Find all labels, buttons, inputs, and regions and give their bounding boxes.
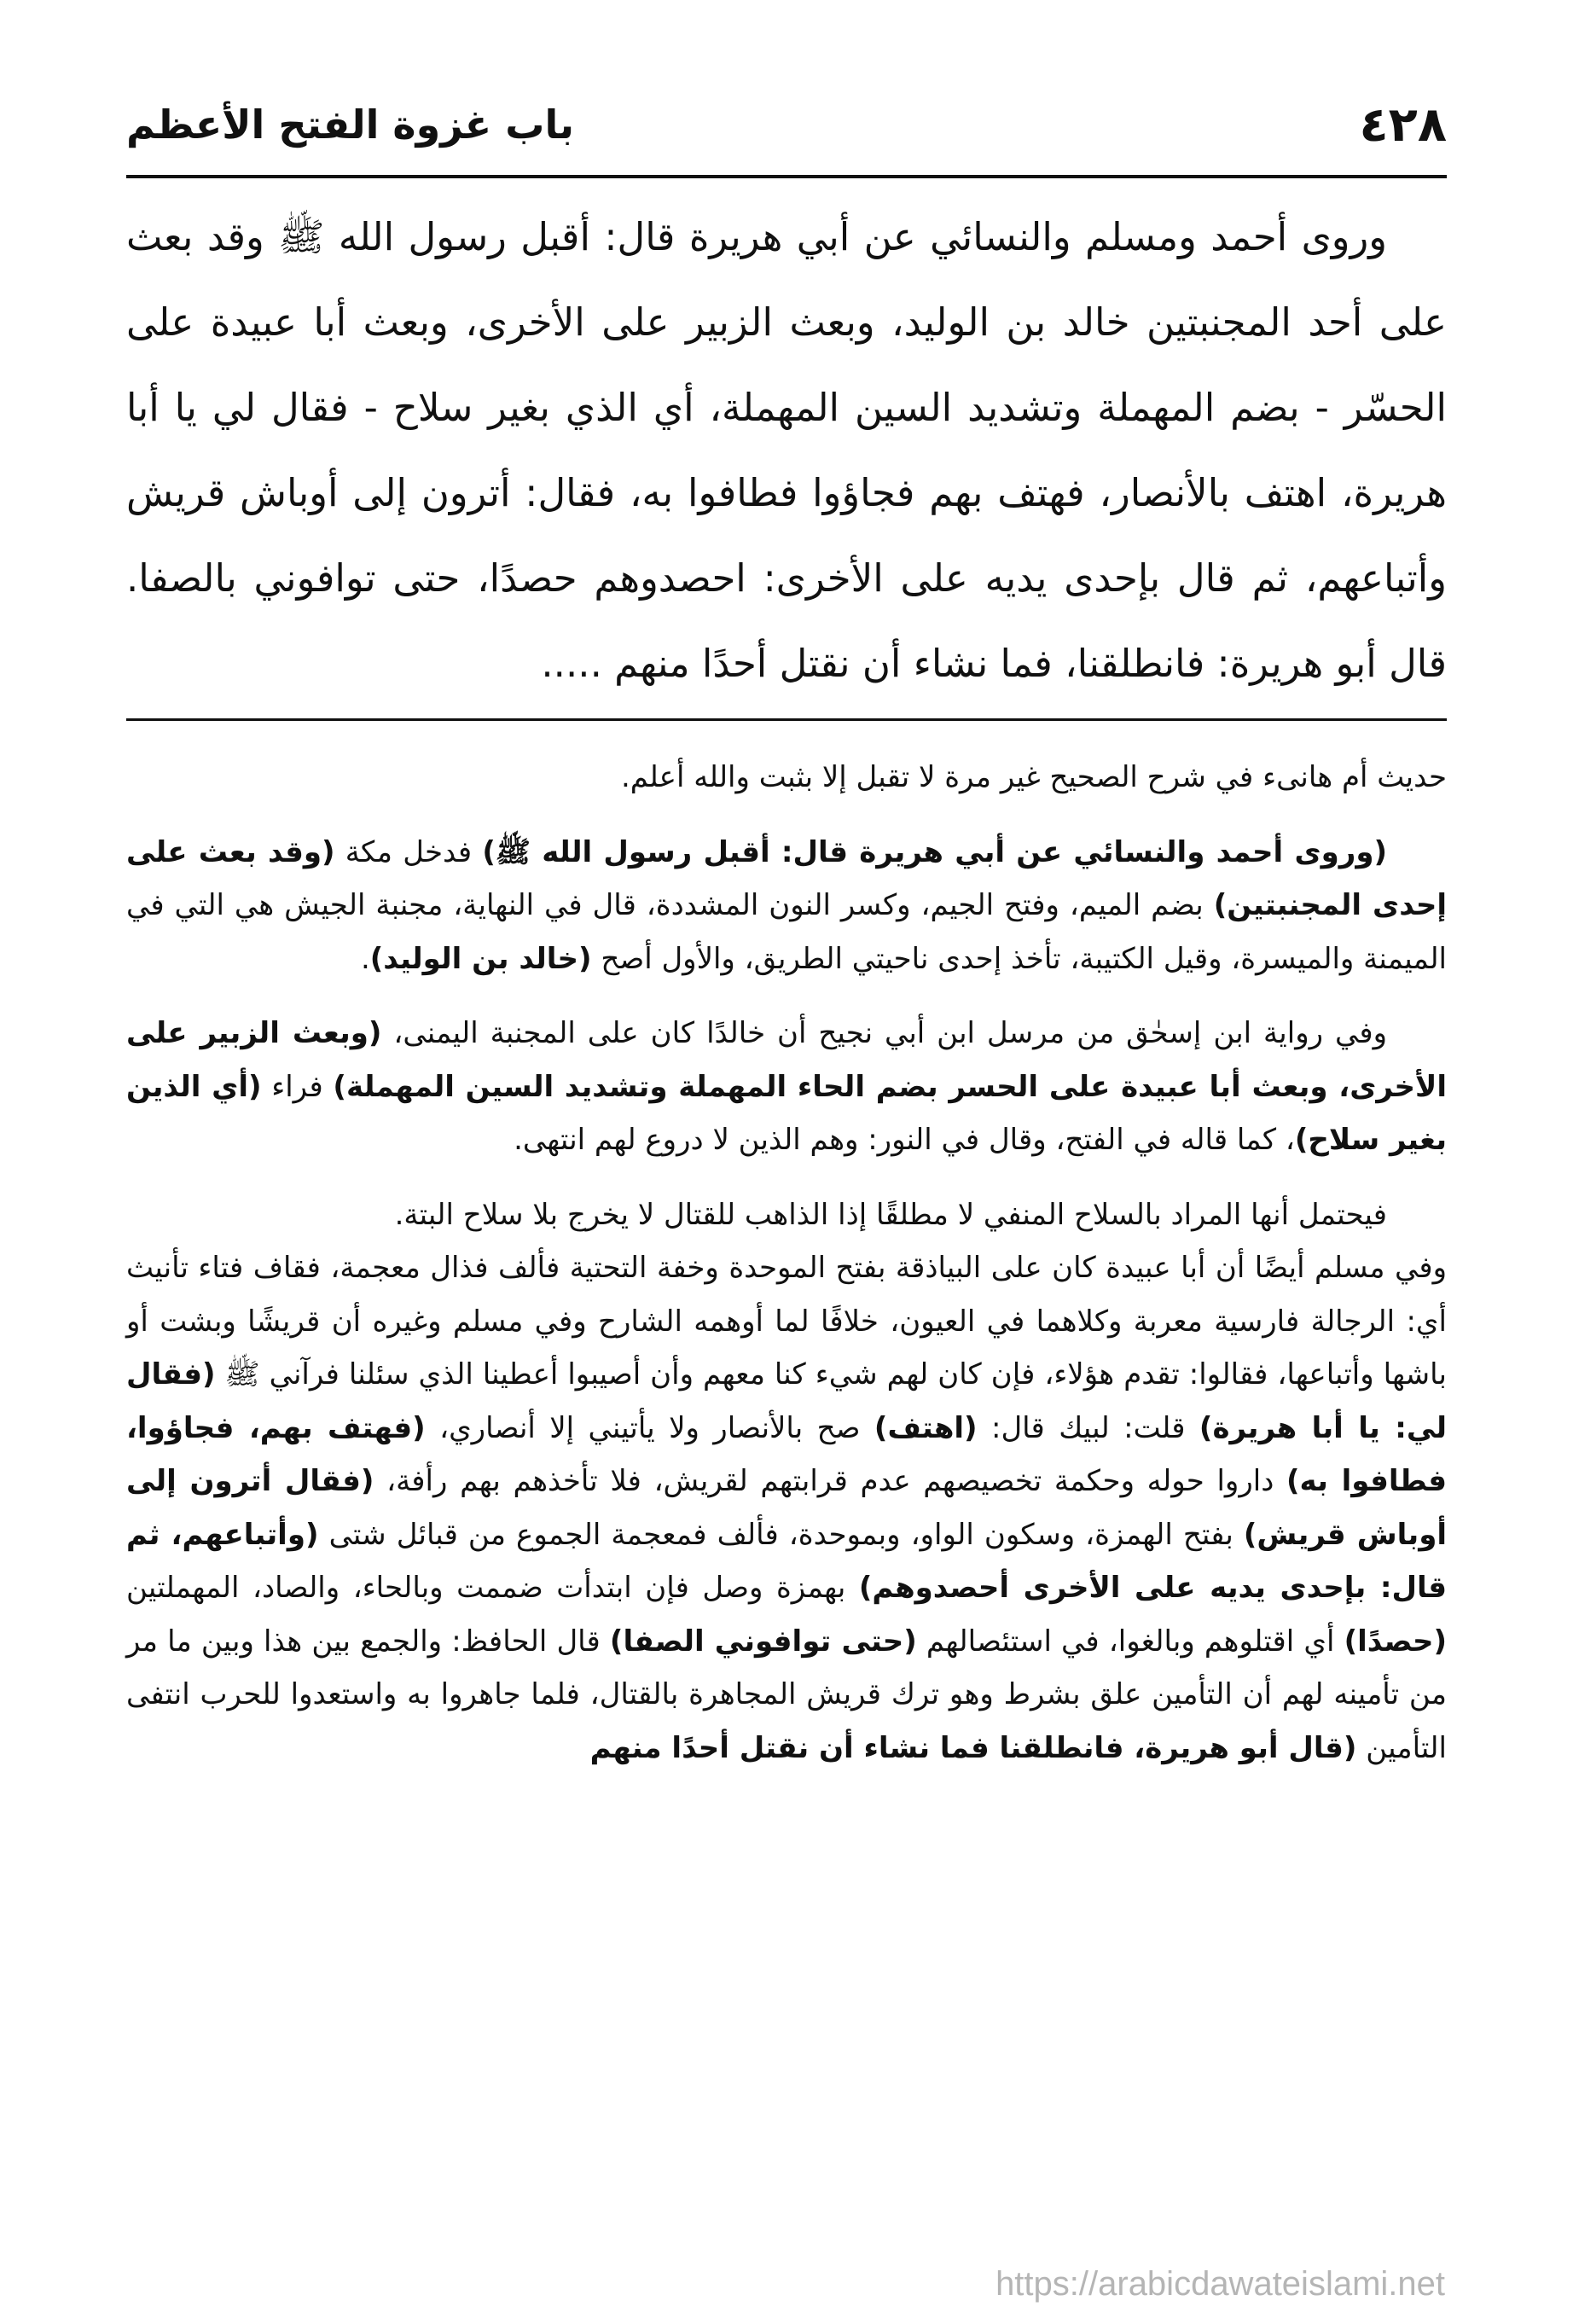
commentary-text: داروا حوله وحكمة تخصيصهم عدم قرابتهم لقريش، فلا تأخذهم بهم رأفة، — [374, 1464, 1286, 1498]
commentary-text: بهمزة وصل فإن ابتدأت ضممت وبالحاء، والصاد، المهملتين — [126, 1571, 859, 1605]
divider-rule — [126, 718, 1447, 721]
commentary-text: وفي رواية ابن إسحٰق من مرسل ابن أبي نجيح أن خالدًا كان على المجنبة اليمنى، — [381, 1016, 1387, 1050]
commentary-text: فراء — [261, 1069, 334, 1104]
commentary-text: قلت: لبيك قال: — [977, 1410, 1199, 1445]
commentary-text: بضم الميم، وفتح الجيم، وكسر النون المشددة، قال في النهاية، مجنبة الجيش هي التي في الميمنة والميسرة، وقيل الكتيبة، تأخذ إحدى ناحيتي الطريق، والأول أصح — [126, 888, 1447, 976]
commentary-text: وفي مسلم أيضًا أن أبا عبيدة كان على البياذقة بفتح الموحدة وخفة التحتية فألف فذال معجمة، فقاف فتاء تأنيث أي: الرجالة فارسية معربة وكلاهما في العيون، خلافًا لما أوهمه الشارح وفي مسلم وغيره أن قريشًا وبشت أو باشها وأتباعها، فقالوا: تقدم هؤلاء، فإن كان لهم شيء كنا معهم وأن أصيبوا أعطينا الذي سئلنا فرآني ﷺ — [126, 1251, 1447, 1391]
sharh-paragraph-3 — [126, 1007, 1447, 1167]
sharh-paragraph-4: فيحتمل أنها المراد بالسلاح المنفي لا مطلقًا إذا الذاهب للقتال لا يخرج بلا سلاح البتة. — [394, 1197, 1387, 1232]
quoted-matn: (قال أبو هريرة، فانطلقنا فما نشاء أن نقتل أحدًا منهم — [589, 1730, 1357, 1765]
quoted-matn: (فهتف بهم، فجاؤوا، فطافوا به) — [126, 1410, 1447, 1498]
quoted-matn: (حتى توافوني الصفا) — [609, 1624, 917, 1659]
commentary-text: ، كما قاله في الفتح، وقال في النور: وهم الذين لا دروع لهم انتهى. — [514, 1123, 1295, 1157]
quoted-matn: (وقد بعث على إحدى المجنبتين) — [126, 834, 1447, 922]
quoted-matn: (خالد بن الوليد) — [369, 941, 592, 976]
commentary-text: صح بالأنصار ولا يأتيني إلا أنصاري، — [425, 1410, 874, 1445]
quoted-matn: (اهتف) — [874, 1410, 978, 1445]
commentary-text: أي اقتلوهم وبالغوا، في استئصالهم — [916, 1624, 1344, 1659]
quoted-matn: (وروى أحمد والنسائي عن أبي هريرة قال: أقبل رسول الله ﷺ) — [482, 834, 1387, 869]
commentary-text: بفتح الهمزة، وسكون الواو، وبموحدة، فألف فمعجمة الجموع من قبائل شتى — [318, 1517, 1244, 1552]
commentary-text: فدخل مكة — [334, 834, 483, 869]
sharh-commentary-block — [126, 751, 1447, 1796]
quoted-matn: (وبعث الزبير على الأخرى، وبعث أبا عبيدة على الحسر بضم الحاء المهملة وتشديد السين المهملة) — [126, 1016, 1447, 1104]
sharh-paragraph-1: حديث أم هانىء في شرح الصحيح غير مرة لا تقبل إلا بثبت والله أعلم. — [620, 760, 1447, 794]
sharh-paragraph-2 — [126, 826, 1447, 986]
sharh-paragraph-5 — [126, 1241, 1447, 1775]
quoted-matn: (فقال لي: يا أبا هريرة) — [126, 1357, 1447, 1445]
page-header — [126, 77, 1447, 172]
commentary-text: قال الحافظ: والجمع بين هذا وبين ما مر من تأمينه لهم أن التأمين علق بشرط وهو ترك قريش المجاهرة بالقتال، فلما جاهروا به واستعدوا للحرب انتفى التأمين — [126, 1624, 1447, 1765]
quoted-matn: (وأتباعهم، ثم قال: بإحدى يديه على الأخرى أحصدوهم) — [126, 1517, 1447, 1605]
quoted-matn: (أي الذين بغير سلاح) — [126, 1069, 1447, 1157]
commentary-text: . — [360, 941, 370, 976]
matn-text-block — [126, 195, 1447, 706]
header-rule — [126, 175, 1447, 178]
watermark-url: https://arabicdawateislami.net — [995, 2265, 1445, 2303]
quoted-matn: (فقال أترون إلى أوباش قريش) — [126, 1464, 1447, 1552]
page-number: ٤٢٨ — [1359, 96, 1447, 153]
running-title: باب غزوة الفتح الأعظم — [126, 102, 575, 148]
quoted-matn: (حصدًا) — [1344, 1624, 1447, 1659]
matn-paragraph: وروى أحمد ومسلم والنسائي عن أبي هريرة قال: أقبل رسول الله ﷺ وقد بعث على أحد المجنبتين خالد بن الوليد، وبعث الزبير على الأخرى، وبعث أبا عبيدة على الحسّر - بضم المهملة وتشديد السين المهملة، أي الذي بغير سلاح - فقال لي يا أبا هريرة، اهتف بالأنصار، فهتف بهم فجاؤوا فطافوا به، فقال: أترون إلى أوباش قريش وأتباعهم، ثم قال بإحدى يديه على الأخرى: احصدوهم حصدًا، حتى توافوني بالصفا. قال أبو هريرة: فانطلقنا، فما نشاء أن نقتل أحدًا منهم ..... — [126, 214, 1447, 686]
